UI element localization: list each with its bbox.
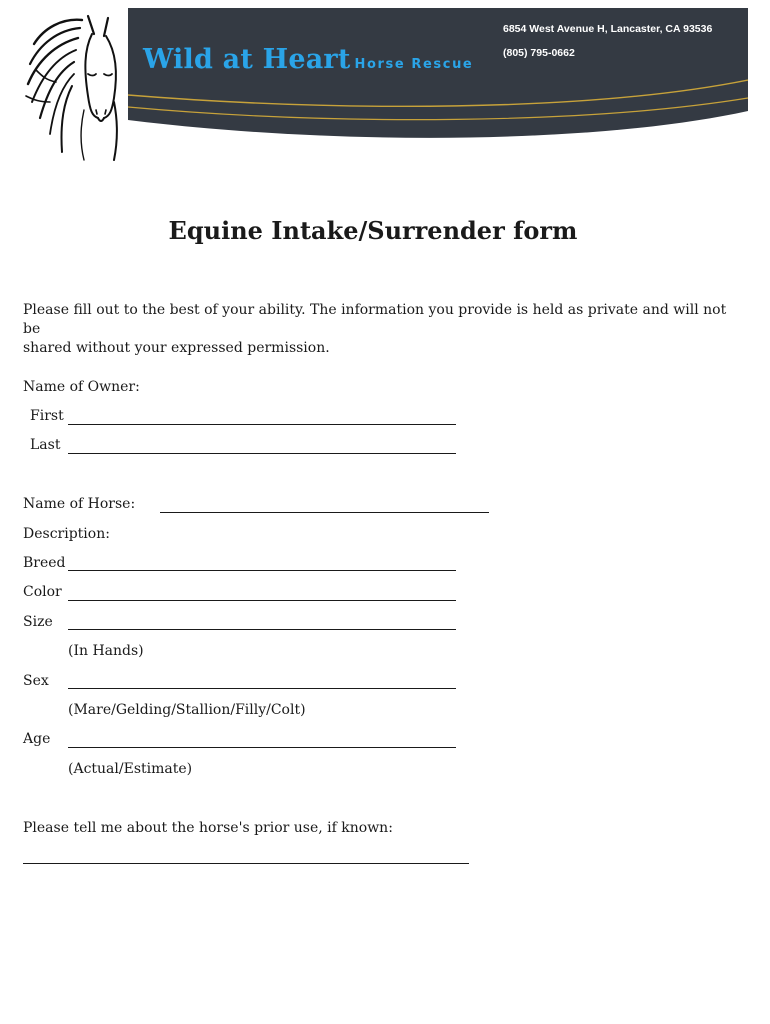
size-field[interactable] <box>68 629 456 630</box>
age-label: Age <box>23 731 51 747</box>
breed-label: Breed <box>23 555 66 571</box>
sex-field[interactable] <box>68 688 456 689</box>
owner-first-field[interactable] <box>68 424 456 425</box>
form-intro <box>23 301 743 358</box>
brand-logo-text <box>143 44 473 75</box>
owner-last-field[interactable] <box>68 453 456 454</box>
sex-label: Sex <box>23 673 49 689</box>
address-text: 6854 West Avenue H, Lancaster, CA 93536 <box>503 23 713 35</box>
horse-name-field[interactable] <box>160 512 489 513</box>
intro-line-1: Please fill out to the best of your ability. The information you provide is held as private and will not be <box>23 302 727 337</box>
size-hint: (In Hands) <box>68 643 144 659</box>
color-field[interactable] <box>68 600 456 601</box>
brand-name: Wild at Heart <box>143 44 351 75</box>
phone-text: (805) 795-0662 <box>503 47 575 59</box>
horse-name-label: Name of Horse: <box>23 496 136 512</box>
form-title: Equine Intake/Surrender form <box>168 216 578 245</box>
owner-first-label: First <box>30 408 64 424</box>
brand-subtitle: Horse Rescue <box>354 57 474 72</box>
intro-line-2: shared without your expressed permission. <box>23 340 330 356</box>
description-label: Description: <box>23 526 110 542</box>
age-field[interactable] <box>68 747 456 748</box>
color-label: Color <box>23 584 62 600</box>
owner-last-label: Last <box>30 437 61 453</box>
owner-name-label: Name of Owner: <box>23 379 140 395</box>
prior-use-label: Please tell me about the horse's prior use, if known: <box>23 820 393 836</box>
sex-hint: (Mare/Gelding/Stallion/Filly/Colt) <box>68 702 306 718</box>
prior-use-field[interactable] <box>23 863 469 864</box>
age-hint: (Actual/Estimate) <box>68 761 193 777</box>
breed-field[interactable] <box>68 570 456 571</box>
horse-head-icon <box>22 10 126 162</box>
size-label: Size <box>23 614 53 630</box>
